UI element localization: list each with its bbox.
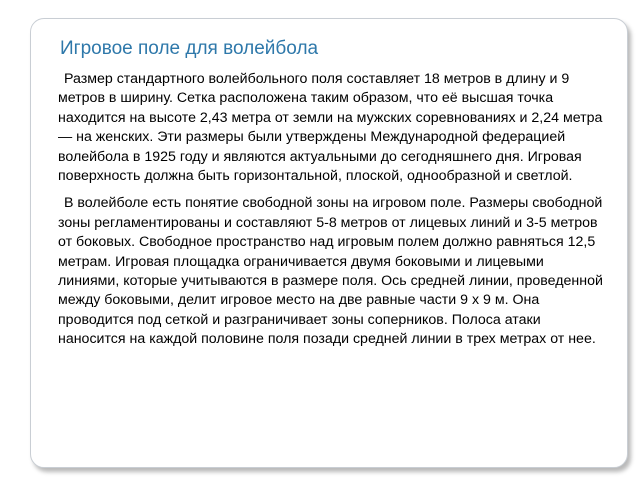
slide-title: Игровое поле для волейбола bbox=[60, 38, 319, 59]
paragraph-free-zone: В волейболе есть понятие свободной зоны на игровом поле. Размеры свободной зоны регламентированы и составляют 5-8 метров от лицевых линий и 3-5 метров от боковых. Свободное пространство над игровым полем должно равняться 12,5 метрам. Игровая площадка ограничивается двумя боковыми и лицевыми линиями, которые учитываются в размере поля. Ось средней линии, проведенной между боковыми, делит игровое место на две равные части 9 х 9 м. Она проводится под сеткой и разграничивает зоны соперников. Полоса атаки наносится на каждой половине поля позади средней линии в трех метрах от нее. bbox=[58, 195, 603, 348]
paragraph-field-dimensions: Размер стандартного волейбольного поля составляет 18 метров в длину и 9 метров в ширину. Сетка расположена таким образом, что её высшая точка находится на высоте 2,43 метра от земли на мужских соревнованиях и 2,24 метра — на женских. Эти размеры были утверждены Международной федерацией волейбола в 1925 году и являются актуальными до сегодняшнего дня. Игровая поверхность должна быть горизонтальной, плоской, однообразной и светлой. bbox=[58, 71, 603, 185]
slide-body bbox=[58, 70, 606, 350]
